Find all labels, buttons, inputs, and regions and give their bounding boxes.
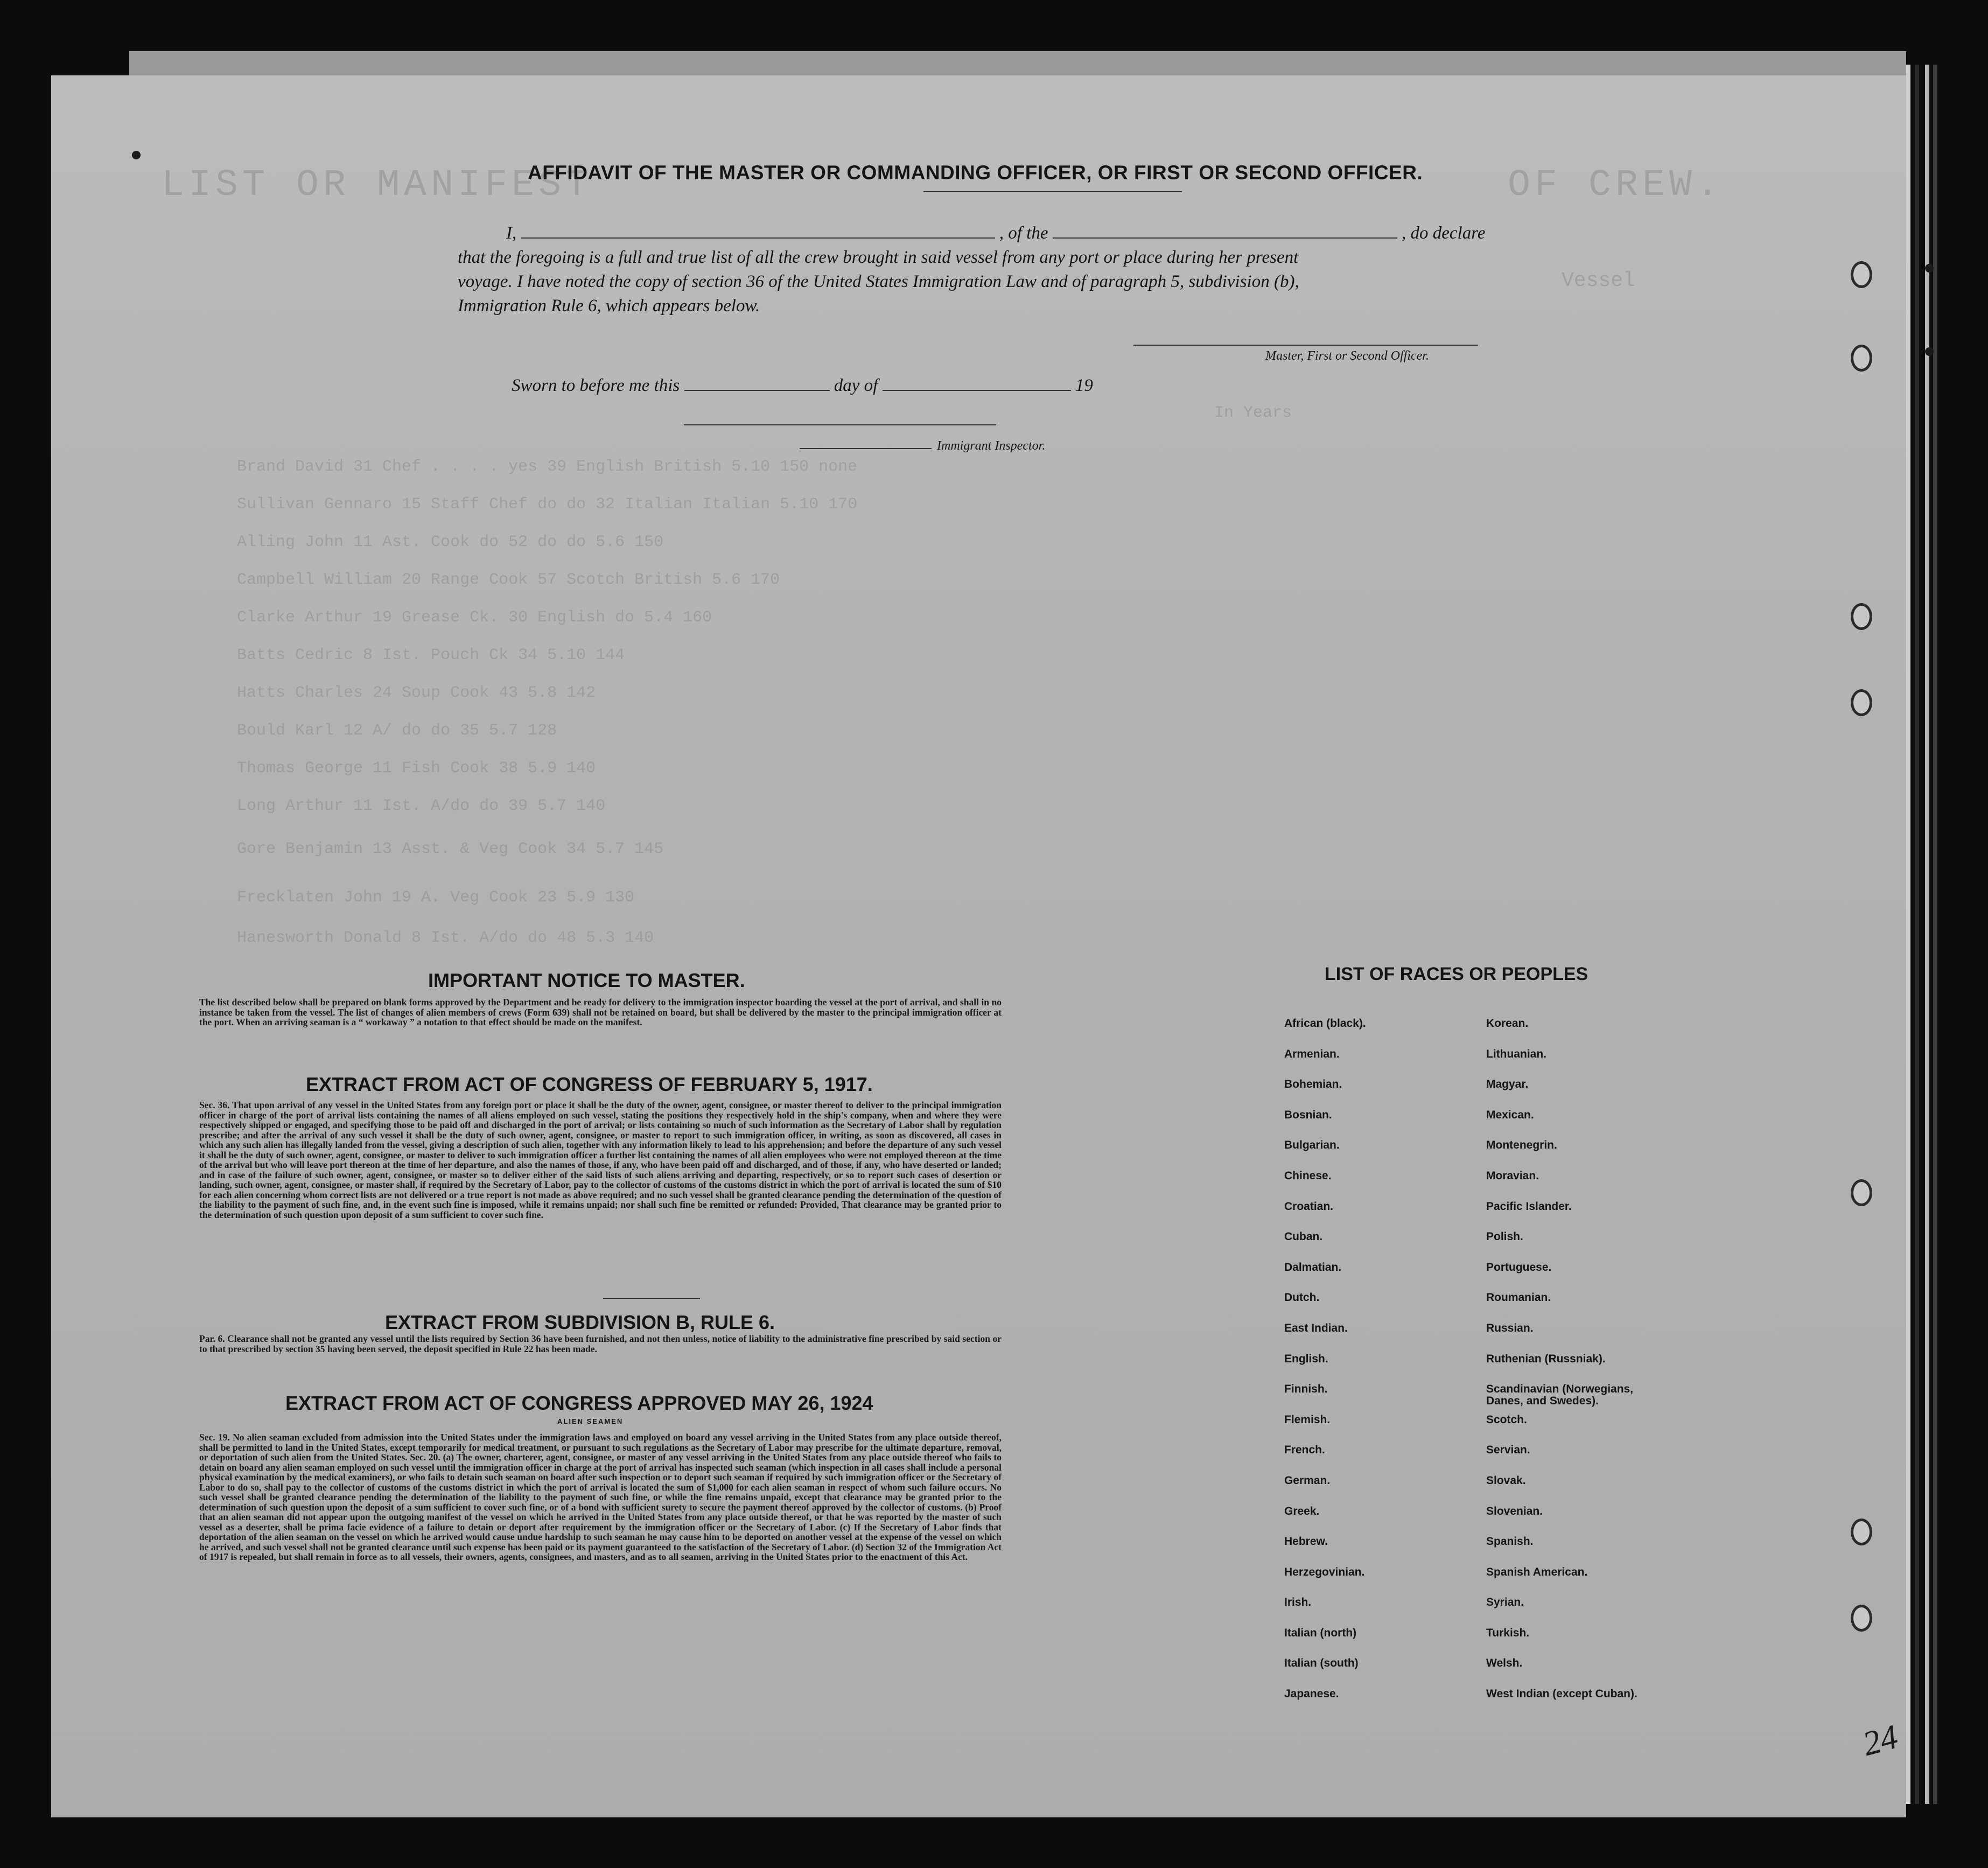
race-item: West Indian (except Cuban). — [1486, 1688, 1637, 1701]
binding-line — [1925, 65, 1929, 1804]
race-item: Italian (north) — [1284, 1626, 1357, 1639]
races-column-left — [1284, 1018, 1366, 1719]
sworn-day-field[interactable] — [684, 376, 830, 391]
race-item: Polish. — [1486, 1230, 1523, 1243]
inspector-name-field[interactable] — [800, 448, 932, 449]
binder-hole — [1851, 345, 1872, 372]
race-item: Finnish. — [1284, 1383, 1328, 1396]
race-item: Pacific Islander. — [1486, 1200, 1572, 1213]
race-item: Irish. — [1284, 1596, 1312, 1609]
specks — [132, 151, 141, 159]
day-of-label: day of — [834, 376, 878, 395]
race-item: Russian. — [1486, 1321, 1534, 1334]
race-item: Ruthenian (Russniak). — [1486, 1352, 1606, 1365]
specks — [1925, 264, 1934, 272]
master-signature-label: Master, First or Second Officer. — [1265, 349, 1429, 363]
race-item: Japanese. — [1284, 1688, 1339, 1701]
race-item: Korean. — [1486, 1017, 1529, 1030]
binding-line — [1906, 65, 1910, 1804]
alien-seamen-subheading: ALIEN SEAMEN — [557, 1417, 624, 1425]
race-item: Moravian. — [1486, 1169, 1539, 1182]
race-item: Spanish. — [1486, 1535, 1534, 1548]
race-item: Herzegovinian. — [1284, 1565, 1365, 1578]
bleed-through-text: In Years — [1214, 404, 1292, 422]
binder-hole — [1851, 689, 1872, 716]
bleed-through-text: Thomas George 11 Fish Cook 38 5.9 140 — [237, 759, 596, 778]
act-1917-heading: EXTRACT FROM ACT OF CONGRESS OF FEBRUARY 5, 1917. — [306, 1073, 873, 1095]
race-item: Bosnian. — [1284, 1108, 1332, 1121]
race-item: Montenegrin. — [1486, 1139, 1557, 1152]
race-item: Cuban. — [1284, 1230, 1323, 1243]
bleed-through-text: LIST OR MANIFEST — [162, 164, 593, 207]
bleed-through-text: Batts Cedric 8 Ist. Pouch Ck 34 5.10 144 — [237, 646, 625, 664]
race-item: Chinese. — [1284, 1169, 1332, 1182]
race-item: Italian (south) — [1284, 1657, 1359, 1670]
binder-hole — [1851, 603, 1872, 630]
race-item: Servian. — [1486, 1444, 1530, 1457]
binder-hole — [1851, 261, 1872, 288]
race-item: Slovak. — [1486, 1474, 1526, 1487]
specks — [1925, 347, 1934, 356]
act-1924-heading: EXTRACT FROM ACT OF CONGRESS APPROVED MAY 26, 1924 — [285, 1392, 873, 1414]
handwritten-page-number: 24 — [1858, 1717, 1902, 1764]
binder-hole — [1851, 1519, 1872, 1545]
divider — [923, 191, 1182, 192]
race-item: Scandinavian (Norwegians, Danes, and Swedes). — [1486, 1383, 1634, 1408]
bleed-through-text: Clarke Arthur 19 Grease Ck. 30 English do 5.4 160 — [237, 608, 712, 627]
race-item: Dalmatian. — [1284, 1261, 1342, 1274]
bleed-through-text: Alling John 11 Ast. Cook do 52 do do 5.6 150 — [237, 533, 664, 551]
declaration-line-2: that the foregoing is a full and true list of all the crew brought in said vessel from any port or place during her present — [458, 248, 1299, 267]
races-title: LIST OF RACES OR PEOPLES — [1325, 964, 1588, 984]
race-item: Dutch. — [1284, 1291, 1320, 1304]
race-item: African (black). — [1284, 1017, 1366, 1030]
races-column-right — [1486, 1018, 1637, 1719]
notice-title: IMPORTANT NOTICE TO MASTER. — [428, 969, 745, 991]
sworn-line — [512, 376, 1093, 396]
bleed-through-text: OF CREW. — [1508, 164, 1724, 207]
declaration-line-4: Immigration Rule 6, which appears below. — [458, 296, 760, 316]
race-item: English. — [1284, 1352, 1328, 1365]
race-item: German. — [1284, 1474, 1331, 1487]
binding-line — [1933, 65, 1937, 1804]
inspector-signature-field[interactable] — [684, 424, 996, 425]
declaration-line-1 — [506, 223, 1485, 243]
race-item: Scotch. — [1486, 1413, 1527, 1426]
declarant-name-field[interactable] — [521, 223, 995, 239]
race-item: Hebrew. — [1284, 1535, 1328, 1548]
notice-text: The list described below shall be prepared on blank forms approved by the Department and be ready for delivery to the immigration inspector boarding the vessel at the port of arrival, and shall in no instance be taken from the vessel. The list of changes of alien members of crews (Form 639) shall not be retained on board, but shall be delivered by the master to the principal immigration officer at the port. When an arriving seaman is a “ workaway ” a notation to that effect should be made on the manifest. — [199, 997, 1002, 1027]
bleed-through-text: Frecklaten John 19 A. Veg Cook 23 5.9 130 — [237, 888, 635, 907]
bleed-through-text: Vessel — [1562, 269, 1635, 292]
race-item: Portuguese. — [1486, 1261, 1552, 1274]
race-item: Greek. — [1284, 1505, 1320, 1517]
race-item: Turkish. — [1486, 1626, 1530, 1639]
bleed-through-text: Gore Benjamin 13 Asst. & Veg Cook 34 5.7 145 — [237, 840, 664, 858]
bleed-through-text: Hanesworth Donald 8 Ist. A/do do 48 5.3 140 — [237, 929, 654, 947]
race-item: Welsh. — [1486, 1657, 1523, 1670]
act-1917-text: Sec. 36. That upon arrival of any vessel in the United States from any foreign port or place it shall be the duty of the owner, agent, consignee, or master thereof to deliver to the principal immigration officer in charge of the port of arrival lists containing the names of all aliens employed on such vessel, stating the positions they respectively hold in the ship's company, when and where they were respectively shipped or engaged, and specifying those to be paid off and discharged in the port of arrival; or lists containing so much of such information as the Secretary of Labor shall by regulation prescribe; and after the arrival of any such vessel it shall be the duty of such owner, agent, consignee, or master to report to such immigration officer, in writing, as soon as discovered, all cases in which any such alien has illegally landed from the vessel, giving a description of such alien, together with any information likely to lead to his apprehension; and before the departure of any such vessel it shall be the duty of such owner, agent, consignee, or master to deliver to such immigration officer a further list containing the names of all alien employees who were not employed thereon at the time of the arrival but who will leave port thereon at the time of her departure, and also the names of those, if any, who have been paid off and discharged, and of those, if any, who have deserted or landed; and in case of the failure of such owner, agent, consignee, or master so to deliver either of the said lists of such aliens arriving and departing, respectively, or so to report such cases of desertion or landing, such owner, agent, consignee, or master shall, if required by the Secretary of Labor, pay to the collector of customs of the customs district in which the port of arrival is located the sum of $10 for each alien concerning whom correct lists are not delivered or a true report is not made as above required; and no such vessel shall be granted clearance pending the determination of the question of the liability to the payment of such fine, and, in the event such fine is imposed, while it remains unpaid; nor shall such fine be remitted or refunded: Provided, That clearance may be granted prior to the determination of such question upon deposit of a sum sufficient to cover such fine. — [199, 1100, 1002, 1220]
race-item: Armenian. — [1284, 1047, 1340, 1060]
race-item: Flemish. — [1284, 1413, 1331, 1426]
inspector-label: Immigrant Inspector. — [937, 439, 1046, 453]
race-item: French. — [1284, 1444, 1325, 1457]
year-prefix-label: 19 — [1075, 376, 1093, 395]
binding-line — [1915, 65, 1919, 1804]
divider — [603, 1298, 700, 1299]
bleed-through-text: Hatts Charles 24 Soup Cook 43 5.8 142 — [237, 684, 596, 702]
race-item: Mexican. — [1486, 1108, 1534, 1121]
race-item: Syrian. — [1486, 1596, 1524, 1609]
of-the-label: , of the — [999, 223, 1048, 243]
bleed-through-text: Long Arthur 11 Ist. A/do do 39 5.7 140 — [237, 797, 606, 815]
rule6-text: Par. 6. Clearance shall not be granted any vessel until the lists required by Section 36 have been furnished, and not then unless, notice of liability to the administrative fine prescribed by said section or to that prescribed by section 35 having been served, the deposit specified in Rule 22 has been made. — [199, 1333, 1002, 1354]
sworn-label: Sworn to before me this — [512, 376, 680, 395]
affidavit-title: AFFIDAVIT OF THE MASTER OR COMMANDING OFFICER, OR FIRST OR SECOND OFFICER. — [528, 162, 1423, 184]
vessel-name-field[interactable] — [1053, 223, 1397, 239]
bleed-through-text: Sullivan Gennaro 15 Staff Chef do do 32 Italian Italian 5.10 170 — [237, 495, 858, 514]
declaration-line-3: voyage. I have noted the copy of section 36 of the United States Immigration Law and of paragraph 5, subdivision (b), — [458, 272, 1299, 291]
race-item: Bulgarian. — [1284, 1139, 1340, 1152]
race-item: Slovenian. — [1486, 1505, 1543, 1517]
binder-hole — [1851, 1179, 1872, 1206]
race-item: East Indian. — [1284, 1321, 1348, 1334]
race-item: Magyar. — [1486, 1078, 1529, 1091]
bleed-through-text: Bould Karl 12 A/ do do 35 5.7 128 — [237, 722, 557, 740]
bleed-through-text: Brand David 31 Chef . . . . yes 39 English British 5.10 150 none — [237, 458, 858, 476]
rule6-heading: EXTRACT FROM SUBDIVISION B, RULE 6. — [385, 1311, 775, 1333]
race-item: Roumanian. — [1486, 1291, 1551, 1304]
act-1924-text: Sec. 19. No alien seaman excluded from admission into the United States under the immigration laws and employed on board any vessel arriving in the United States from any place outside thereof, shall be permitted to land in the United States, except temporarily for medical treatment, or pursuant to such regulations as the Secretary of Labor may prescribe for the ultimate departure, removal, or deportation of such alien from the United States. Sec. 20. (a) The owner, charterer, agent, consignee, or master of any vessel arriving in the United States from any place outside thereof who fails to detain on board any alien seaman employed on such vessel until the immigration officer in charge at the port of arrival has inspected such seaman (which inspection in all cases shall include a personal physical examination by the medical examiners), or who fails to detain such seaman on board after such inspection or to deport such seaman if required by such immigration officer or the Secretary of Labor to do so, shall pay to the collector of customs of the customs district in which the port of arrival is located the sum of $1,000 for each alien seaman in respect of whom such failure occurs. No such vessel shall be granted clearance pending the determination of the liability to the payment of such fine, or while the fine remains unpaid, except that clearance may be granted prior to the determination of such question upon the deposit of a sum sufficient to cover such fine, or of a bond with sufficient surety to secure the payment thereof approved by the collector of customs. (b) Proof that an alien seaman did not appear upon the outgoing manifest of the vessel on which he arrived in the United States from any place outside thereof, or that he was reported by the master of such vessel as a deserter, shall be prima facie evidence of a failure to detain or deport after requirement by the immigration officer or the Secretary of Labor. (c) If the Secretary of Labor finds that deportation of the alien seaman on the vessel on which he arrived would cause undue hardship to such seaman he may cause him to be deported on another vessel at the expense of the vessel on which he arrived, and such vessel shall not be granted clearance until such expense has been paid or its payment guaranteed to the satisfaction of the Secretary of Labor. (d) Section 32 of the Immigration Act of 1917 is repealed, but shall remain in force as to all vessels, their owners, agents, consignees, and masters, and as to all seamen, arriving in the United States prior to the enactment of this Act. — [199, 1432, 1002, 1562]
race-item: Bohemian. — [1284, 1078, 1342, 1091]
master-signature-field[interactable] — [1133, 345, 1478, 346]
bleed-through-text: Campbell William 20 Range Cook 57 Scotch British 5.6 170 — [237, 571, 780, 589]
sworn-month-field[interactable] — [883, 376, 1071, 391]
declarant-label: I, — [506, 223, 517, 243]
race-item: Croatian. — [1284, 1200, 1334, 1213]
race-item: Lithuanian. — [1486, 1047, 1546, 1060]
binder-hole — [1851, 1605, 1872, 1632]
do-declare-label: , do declare — [1401, 223, 1486, 243]
race-item: Spanish American. — [1486, 1565, 1588, 1578]
